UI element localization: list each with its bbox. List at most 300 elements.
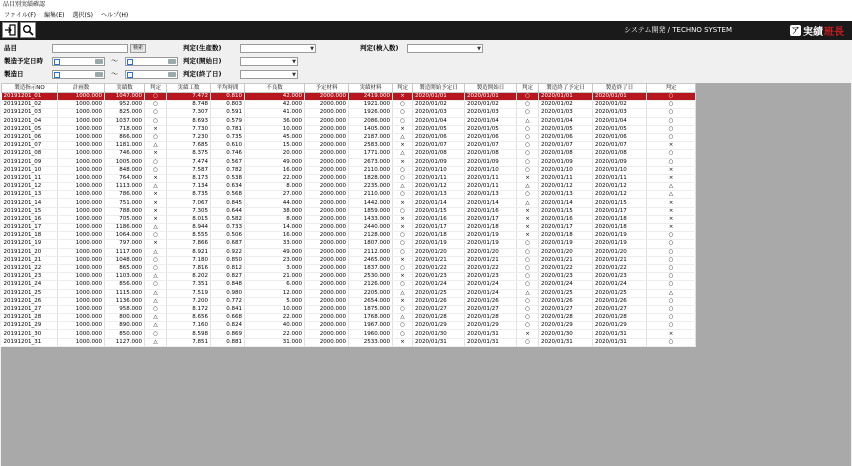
table-cell: ○: [647, 273, 696, 281]
table-cell: 2020/01/19: [413, 240, 465, 248]
table-cell: 2020/01/31: [593, 330, 647, 338]
table-cell: 1000.000: [58, 191, 105, 199]
table-cell: 3.000: [245, 264, 305, 272]
table-cell: 2000.000: [305, 191, 349, 199]
table-cell: 2020/01/20: [465, 248, 517, 256]
table-cell: ○: [145, 264, 167, 272]
table-cell: ×: [647, 174, 696, 182]
table-cell: 20191201_14: [2, 199, 58, 207]
table-cell: 0.824: [211, 322, 245, 330]
table-cell: 2020/01/31: [593, 338, 647, 346]
table-cell: 2000.000: [305, 215, 349, 223]
table-cell: 2533.000: [349, 338, 393, 346]
table-cell: 7.200: [167, 297, 211, 305]
table-cell: 1960.000: [349, 330, 393, 338]
table-cell: △: [517, 289, 539, 297]
table-cell: 41.000: [245, 109, 305, 117]
table-cell: ×: [145, 199, 167, 207]
search-button[interactable]: [20, 22, 36, 38]
calendar-icon[interactable]: [95, 72, 103, 77]
table-cell: 0.850: [211, 256, 245, 264]
table-cell: 1000.000: [58, 330, 105, 338]
table-cell: ○: [145, 117, 167, 125]
table-cell: 2020/01/13: [413, 191, 465, 199]
table-cell: 2020/01/09: [539, 158, 593, 166]
table-cell: ○: [647, 264, 696, 272]
table-row[interactable]: [2, 183, 696, 191]
plan-date-to[interactable]: [125, 57, 178, 66]
column-header[interactable]: 製造指示NO: [2, 84, 58, 93]
table-cell: 797.000: [105, 240, 145, 248]
table-cell: 2000.000: [305, 240, 349, 248]
plan-date-from[interactable]: [52, 57, 105, 66]
table-cell: 2020/01/23: [539, 273, 593, 281]
table-cell: 1000.000: [58, 338, 105, 346]
table-cell: 8.202: [167, 273, 211, 281]
table-cell: 0.506: [211, 232, 245, 240]
table-cell: ○: [517, 142, 539, 150]
table-cell: 7.180: [167, 256, 211, 264]
table-cell: 8.944: [167, 224, 211, 232]
calendar-icon[interactable]: [168, 72, 176, 77]
table-row[interactable]: [2, 240, 696, 248]
table-cell: 20191201_21: [2, 256, 58, 264]
table-cell: 2020/01/14: [539, 199, 593, 207]
table-row[interactable]: [2, 215, 696, 223]
table-cell: 0.668: [211, 314, 245, 322]
table-cell: 2020/01/18: [413, 232, 465, 240]
column-header[interactable]: 判定: [517, 84, 539, 93]
table-cell: 40.000: [245, 322, 305, 330]
table-cell: 8.375: [167, 150, 211, 158]
judge-start-select[interactable]: [240, 57, 298, 66]
table-row[interactable]: [2, 256, 696, 264]
mfg-date-label: 製造日: [4, 70, 24, 78]
table-cell: 0.746: [211, 150, 245, 158]
table-cell: 2020/01/12: [593, 191, 647, 199]
table-cell: 5.000: [245, 297, 305, 305]
table-cell: 42.000: [245, 101, 305, 109]
item-search-button[interactable]: 検索: [130, 44, 146, 53]
table-cell: 2126.000: [349, 281, 393, 289]
table-cell: ○: [145, 256, 167, 264]
table-cell: 2000.000: [305, 207, 349, 215]
filter-panel: [0, 40, 852, 82]
table-row[interactable]: [2, 93, 696, 101]
table-cell: ×: [145, 215, 167, 223]
table-cell: ○: [393, 322, 413, 330]
table-row[interactable]: [2, 191, 696, 199]
table-cell: ○: [145, 281, 167, 289]
table-cell: 2673.000: [349, 158, 393, 166]
table-cell: ○: [145, 158, 167, 166]
table-cell: 8.656: [167, 314, 211, 322]
table-cell: ○: [517, 322, 539, 330]
checkbox[interactable]: [54, 59, 60, 65]
table-cell: 7.305: [167, 207, 211, 215]
table-row[interactable]: [2, 305, 696, 313]
table-cell: 0.735: [211, 133, 245, 141]
table-cell: 1103.000: [105, 273, 145, 281]
table-cell: 20191201_22: [2, 264, 58, 272]
table-cell: 33.000: [245, 240, 305, 248]
table-cell: 2020/01/06: [465, 133, 517, 141]
table-cell: 8.000: [245, 215, 305, 223]
table-row[interactable]: [2, 158, 696, 166]
table-cell: ×: [647, 142, 696, 150]
table-cell: ○: [393, 174, 413, 182]
table-cell: 20191201_05: [2, 125, 58, 133]
menu-bar: [0, 10, 852, 21]
table-cell: 2110.000: [349, 191, 393, 199]
judge-prod-select[interactable]: [240, 44, 316, 53]
calendar-icon[interactable]: [95, 59, 103, 64]
table-row[interactable]: [2, 101, 696, 109]
table-cell: ○: [145, 109, 167, 117]
table-cell: ×: [393, 256, 413, 264]
table-cell: 764.000: [105, 174, 145, 182]
table-cell: 8.598: [167, 330, 211, 338]
table-cell: ×: [145, 125, 167, 133]
table-cell: 1000.000: [58, 264, 105, 272]
menu-file[interactable]: ファイル(F): [4, 12, 37, 19]
table-cell: 2020/01/07: [413, 142, 465, 150]
table-cell: △: [145, 322, 167, 330]
table-cell: 2020/01/03: [413, 109, 465, 117]
judge-start-label: 判定(開始日): [183, 57, 222, 65]
table-cell: 1875.000: [349, 305, 393, 313]
table-cell: 2020/01/10: [539, 166, 593, 174]
table-cell: 7.134: [167, 183, 211, 191]
table-row[interactable]: [2, 338, 696, 346]
table-cell: ×: [517, 207, 539, 215]
table-cell: 2020/01/16: [465, 207, 517, 215]
table-cell: 42.000: [245, 93, 305, 101]
table-cell: 2020/01/11: [465, 183, 517, 191]
table-cell: 7.730: [167, 125, 211, 133]
column-header[interactable]: 実績数: [105, 84, 145, 93]
table-cell: ○: [393, 248, 413, 256]
table-row[interactable]: [2, 297, 696, 305]
table-cell: 2020/01/18: [593, 224, 647, 232]
menu-edit[interactable]: 編集(E): [44, 12, 65, 19]
table-cell: 2020/01/08: [539, 150, 593, 158]
table-cell: 12.000: [245, 289, 305, 297]
table-cell: 0.803: [211, 101, 245, 109]
table-cell: 2020/01/27: [465, 305, 517, 313]
table-cell: ○: [145, 232, 167, 240]
table-cell: 2020/01/11: [413, 174, 465, 182]
table-cell: ○: [647, 125, 696, 133]
mfg-date-to[interactable]: [125, 70, 178, 79]
table-cell: 2020/01/31: [413, 338, 465, 346]
table-cell: 2020/01/16: [413, 215, 465, 223]
table-cell: ×: [145, 240, 167, 248]
table-row[interactable]: [2, 322, 696, 330]
table-cell: 2020/01/04: [465, 117, 517, 125]
table-cell: 2020/01/24: [593, 281, 647, 289]
table-cell: ○: [145, 305, 167, 313]
table-cell: ×: [647, 215, 696, 223]
table-cell: 2020/01/06: [593, 133, 647, 141]
table-cell: ×: [393, 93, 413, 101]
table-cell: 20191201_10: [2, 166, 58, 174]
table-cell: ○: [517, 256, 539, 264]
table-cell: 0.881: [211, 338, 245, 346]
mfg-date-from[interactable]: [52, 70, 105, 79]
checkbox[interactable]: [127, 59, 133, 65]
table-cell: 2020/01/02: [465, 101, 517, 109]
table-cell: △: [145, 289, 167, 297]
table-cell: 1136.000: [105, 297, 145, 305]
table-row[interactable]: [2, 117, 696, 125]
table-cell: ○: [393, 281, 413, 289]
table-row[interactable]: [2, 224, 696, 232]
table-cell: 0.538: [211, 174, 245, 182]
table-cell: ○: [393, 109, 413, 117]
table-cell: ○: [393, 330, 413, 338]
item-input[interactable]: [52, 44, 128, 53]
calendar-icon[interactable]: [168, 59, 176, 64]
table-cell: 2000.000: [305, 232, 349, 240]
table-cell: 1047.000: [105, 93, 145, 101]
app-logo: [790, 23, 844, 38]
item-label: 品目: [4, 44, 17, 52]
table-row[interactable]: [2, 150, 696, 158]
table-row[interactable]: [2, 125, 696, 133]
table-cell: 7.472: [167, 93, 211, 101]
table-cell: 2020/01/02: [539, 101, 593, 109]
judge-end-select[interactable]: [240, 70, 298, 79]
exit-button[interactable]: [2, 22, 18, 38]
table-cell: 1000.000: [58, 101, 105, 109]
column-header[interactable]: 判定: [393, 84, 413, 93]
table-cell: ×: [393, 338, 413, 346]
table-cell: ×: [145, 150, 167, 158]
table-row[interactable]: [2, 142, 696, 150]
table-cell: ○: [647, 305, 696, 313]
search-icon: [22, 24, 34, 36]
column-header[interactable]: 不良数: [245, 84, 305, 93]
table-cell: △: [647, 289, 696, 297]
table-cell: 2000.000: [305, 264, 349, 272]
menu-select[interactable]: 選択(S): [72, 12, 93, 19]
table-cell: 20191201_06: [2, 133, 58, 141]
column-header[interactable]: 判定: [647, 84, 696, 93]
table-cell: 20191201_04: [2, 117, 58, 125]
table-cell: 0.827: [211, 273, 245, 281]
table-row[interactable]: [2, 289, 696, 297]
table-cell: 36.000: [245, 117, 305, 125]
table-cell: 2205.000: [349, 289, 393, 297]
table-cell: 16.000: [245, 166, 305, 174]
table-cell: 2583.000: [349, 142, 393, 150]
table-cell: ×: [517, 174, 539, 182]
table-cell: △: [517, 183, 539, 191]
table-cell: 0.781: [211, 125, 245, 133]
table-cell: ○: [647, 133, 696, 141]
table-cell: 0.812: [211, 264, 245, 272]
table-cell: 2187.000: [349, 133, 393, 141]
table-cell: 20191201_24: [2, 281, 58, 289]
table-cell: ○: [393, 191, 413, 199]
table-cell: △: [145, 314, 167, 322]
table-cell: 20191201_09: [2, 158, 58, 166]
table-cell: 20191201_28: [2, 314, 58, 322]
window-title: 品目別実績確認: [0, 0, 852, 10]
column-header[interactable]: 製造開始日: [465, 84, 517, 93]
table-cell: 1000.000: [58, 322, 105, 330]
checkbox[interactable]: [127, 72, 133, 78]
table-cell: 1000.000: [58, 117, 105, 125]
table-row[interactable]: [2, 330, 696, 338]
table-cell: 2530.000: [349, 273, 393, 281]
table-row[interactable]: [2, 232, 696, 240]
table-cell: 7.866: [167, 240, 211, 248]
table-cell: 856.000: [105, 281, 145, 289]
table-cell: 2020/01/08: [593, 150, 647, 158]
table-cell: 1000.000: [58, 297, 105, 305]
column-header[interactable]: 製造開始予定日: [413, 84, 465, 93]
table-cell: 2465.000: [349, 256, 393, 264]
table-row[interactable]: [2, 264, 696, 272]
table-cell: 2020/01/11: [539, 174, 593, 182]
table-row[interactable]: [2, 273, 696, 281]
table-cell: 1048.000: [105, 256, 145, 264]
table-cell: 2020/01/06: [539, 133, 593, 141]
table-cell: 1000.000: [58, 93, 105, 101]
table-row[interactable]: [2, 174, 696, 182]
table-cell: 2000.000: [305, 281, 349, 289]
judge-insp-label: 判定(検入数): [360, 44, 399, 52]
table-cell: 2020/01/14: [413, 199, 465, 207]
table-cell: 0.568: [211, 191, 245, 199]
table-cell: 22.000: [245, 330, 305, 338]
table-cell: 8.000: [245, 183, 305, 191]
table-cell: 2000.000: [305, 248, 349, 256]
table-cell: ○: [393, 207, 413, 215]
table-row[interactable]: [2, 207, 696, 215]
table-cell: 20191201_31: [2, 338, 58, 346]
table-cell: ○: [647, 314, 696, 322]
table-body: [2, 93, 696, 347]
table-cell: 2020/01/31: [539, 338, 593, 346]
table-cell: 2020/01/25: [593, 289, 647, 297]
column-header[interactable]: 実績工数: [167, 84, 211, 93]
table-cell: 2020/01/17: [413, 224, 465, 232]
table-cell: 958.000: [105, 305, 145, 313]
table-cell: △: [393, 133, 413, 141]
table-cell: ○: [647, 322, 696, 330]
table-cell: 0.772: [211, 297, 245, 305]
table-row[interactable]: [2, 281, 696, 289]
table-cell: 1064.000: [105, 232, 145, 240]
column-header[interactable]: 実績材料: [349, 84, 393, 93]
table-cell: 2086.000: [349, 117, 393, 125]
table-row[interactable]: [2, 314, 696, 322]
table-cell: ○: [647, 338, 696, 346]
table-cell: 1000.000: [58, 142, 105, 150]
table-cell: 2110.000: [349, 166, 393, 174]
table-cell: 0.848: [211, 281, 245, 289]
table-cell: 2112.000: [349, 248, 393, 256]
table-cell: 866.000: [105, 133, 145, 141]
checkbox[interactable]: [54, 72, 60, 78]
table-row[interactable]: [2, 248, 696, 256]
table-cell: ○: [145, 101, 167, 109]
table-cell: ○: [647, 117, 696, 125]
table-cell: 8.735: [167, 191, 211, 199]
table-cell: 22.000: [245, 314, 305, 322]
table-cell: 2000.000: [305, 183, 349, 191]
table-cell: 2020/01/19: [465, 240, 517, 248]
table-cell: 8.748: [167, 101, 211, 109]
table-cell: 2020/01/13: [539, 191, 593, 199]
menu-help[interactable]: ヘルプ(H): [101, 12, 129, 19]
column-header[interactable]: 判定: [145, 84, 167, 93]
table-cell: 1000.000: [58, 256, 105, 264]
table-cell: △: [393, 183, 413, 191]
table-cell: 1000.000: [58, 199, 105, 207]
column-header[interactable]: 予定材料: [305, 84, 349, 93]
table-cell: 10.000: [245, 125, 305, 133]
table-cell: 2020/01/07: [539, 142, 593, 150]
table-cell: 2020/01/21: [413, 256, 465, 264]
table-cell: △: [145, 224, 167, 232]
table-cell: 2000.000: [305, 289, 349, 297]
table-cell: 20191201_18: [2, 232, 58, 240]
table-row[interactable]: [2, 133, 696, 141]
table-cell: 2000.000: [305, 305, 349, 313]
table-cell: 890.000: [105, 322, 145, 330]
table-cell: 2000.000: [305, 133, 349, 141]
judge-insp-select[interactable]: [407, 44, 483, 53]
table-cell: ○: [647, 232, 696, 240]
table-cell: 2000.000: [305, 314, 349, 322]
table-cell: 2020/01/24: [465, 289, 517, 297]
toolbar: [0, 21, 852, 40]
table-cell: 21.000: [245, 273, 305, 281]
table-cell: △: [145, 248, 167, 256]
table-cell: ×: [647, 330, 696, 338]
table-cell: ○: [647, 109, 696, 117]
table-cell: ×: [393, 125, 413, 133]
column-header[interactable]: 計画数: [58, 84, 105, 93]
table-cell: 1771.000: [349, 150, 393, 158]
table-cell: 2020/01/26: [539, 297, 593, 305]
table-cell: 20191201_15: [2, 207, 58, 215]
table-cell: 2020/01/05: [413, 125, 465, 133]
table-cell: 0.869: [211, 330, 245, 338]
table-row[interactable]: [2, 199, 696, 207]
table-cell: 2020/01/14: [465, 199, 517, 207]
table-cell: 2020/01/01: [593, 93, 647, 101]
table-cell: 8.015: [167, 215, 211, 223]
table-row[interactable]: [2, 166, 696, 174]
table-cell: 2000.000: [305, 166, 349, 174]
table-cell: 7.474: [167, 158, 211, 166]
table-cell: 2020/01/23: [593, 273, 647, 281]
table-cell: 44.000: [245, 199, 305, 207]
column-header[interactable]: 平均時間: [211, 84, 245, 93]
table-row[interactable]: [2, 109, 696, 117]
table-cell: 2020/01/18: [539, 232, 593, 240]
column-header[interactable]: 製造終了日: [593, 84, 647, 93]
table-cell: 2020/01/01: [539, 93, 593, 101]
table-cell: 20.000: [245, 150, 305, 158]
table-cell: 2020/01/18: [593, 215, 647, 223]
column-header[interactable]: 製造終了予定日: [539, 84, 593, 93]
